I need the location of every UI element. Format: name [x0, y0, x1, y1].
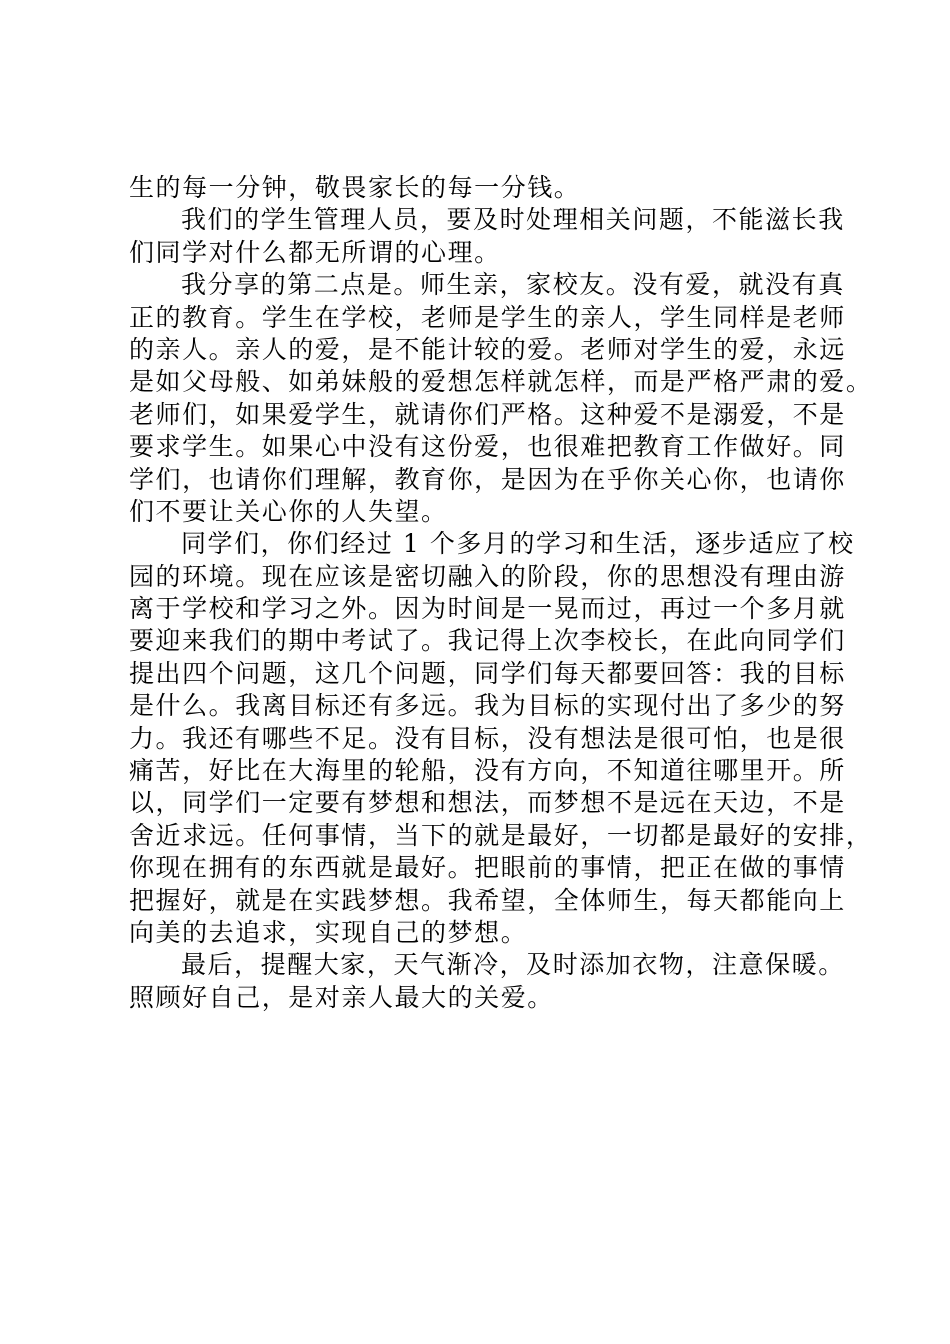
- text-line: 园的环境。现在应该是密切融入的阶段，你的思想没有理由游: [129, 561, 846, 591]
- text-line: 我分享的第二点是。师生亲，家校友。没有爱，就没有真: [181, 270, 845, 300]
- text-line: 提出四个问题，这几个问题，同学们每天都要回答：我的目标: [129, 658, 846, 688]
- text-line: 你现在拥有的东西就是最好。把眼前的事情，把正在做的事情: [129, 853, 846, 883]
- text-line: 的亲人。亲人的爱，是不能计较的爱。老师对学生的爱，永远: [129, 334, 846, 364]
- text-line: 照顾好自己，是对亲人最大的关爱。: [129, 982, 554, 1012]
- text-line: 老师们，如果爱学生，就请你们严格。这种爱不是溺爱，不是: [129, 399, 846, 429]
- text-line: 离于学校和学习之外。因为时间是一晃而过，再过一个多月就: [129, 594, 846, 624]
- text-line: 把握好，就是在实践梦想。我希望，全体师生，每天都能向上: [129, 885, 846, 915]
- text-line: 正的教育。学生在学校，老师是学生的亲人，学生同样是老师: [129, 302, 846, 332]
- text-line: 同学们，你们经过 1 个多月的学习和生活，逐步适应了校: [181, 529, 855, 559]
- text-line: 痛苦，好比在大海里的轮船，没有方向，不知道往哪里开。所: [129, 756, 846, 786]
- text-line: 我们的学生管理人员，要及时处理相关问题，不能滋长我: [181, 205, 845, 235]
- text-line: 力。我还有哪些不足。没有目标，没有想法是很可怕，也是很: [129, 723, 846, 753]
- text-line: 学们，也请你们理解，教育你，是因为在乎你关心你，也请你: [129, 464, 846, 494]
- text-line: 最后，提醒大家，天气渐冷，及时添加衣物，注意保暖。: [181, 950, 845, 980]
- text-line: 们同学对什么都无所谓的心理。: [129, 237, 501, 267]
- text-line: 要迎来我们的期中考试了。我记得上次李校长，在此向同学们: [129, 626, 846, 656]
- document-body: [129, 172, 873, 1014]
- text-line: 是如父母般、如弟妹般的爱想怎样就怎样，而是严格严肃的爱。: [129, 367, 873, 397]
- text-line: 要求学生。如果心中没有这份爱，也很难把教育工作做好。同: [129, 432, 846, 462]
- text-line: 生的每一分钟，敬畏家长的每一分钱。: [129, 173, 581, 202]
- text-line: 以，同学们一定要有梦想和想法，而梦想不是远在天边，不是: [129, 788, 846, 818]
- text-line: 是什么。我离目标还有多远。我为目标的实现付出了多少的努: [129, 691, 846, 721]
- text-line: 舍近求远。任何事情，当下的就是最好，一切都是最好的安排，: [129, 820, 873, 850]
- text-line: 向美的去追求，实现自己的梦想。: [129, 917, 528, 947]
- text-line: 们不要让关心你的人失望。: [129, 496, 448, 526]
